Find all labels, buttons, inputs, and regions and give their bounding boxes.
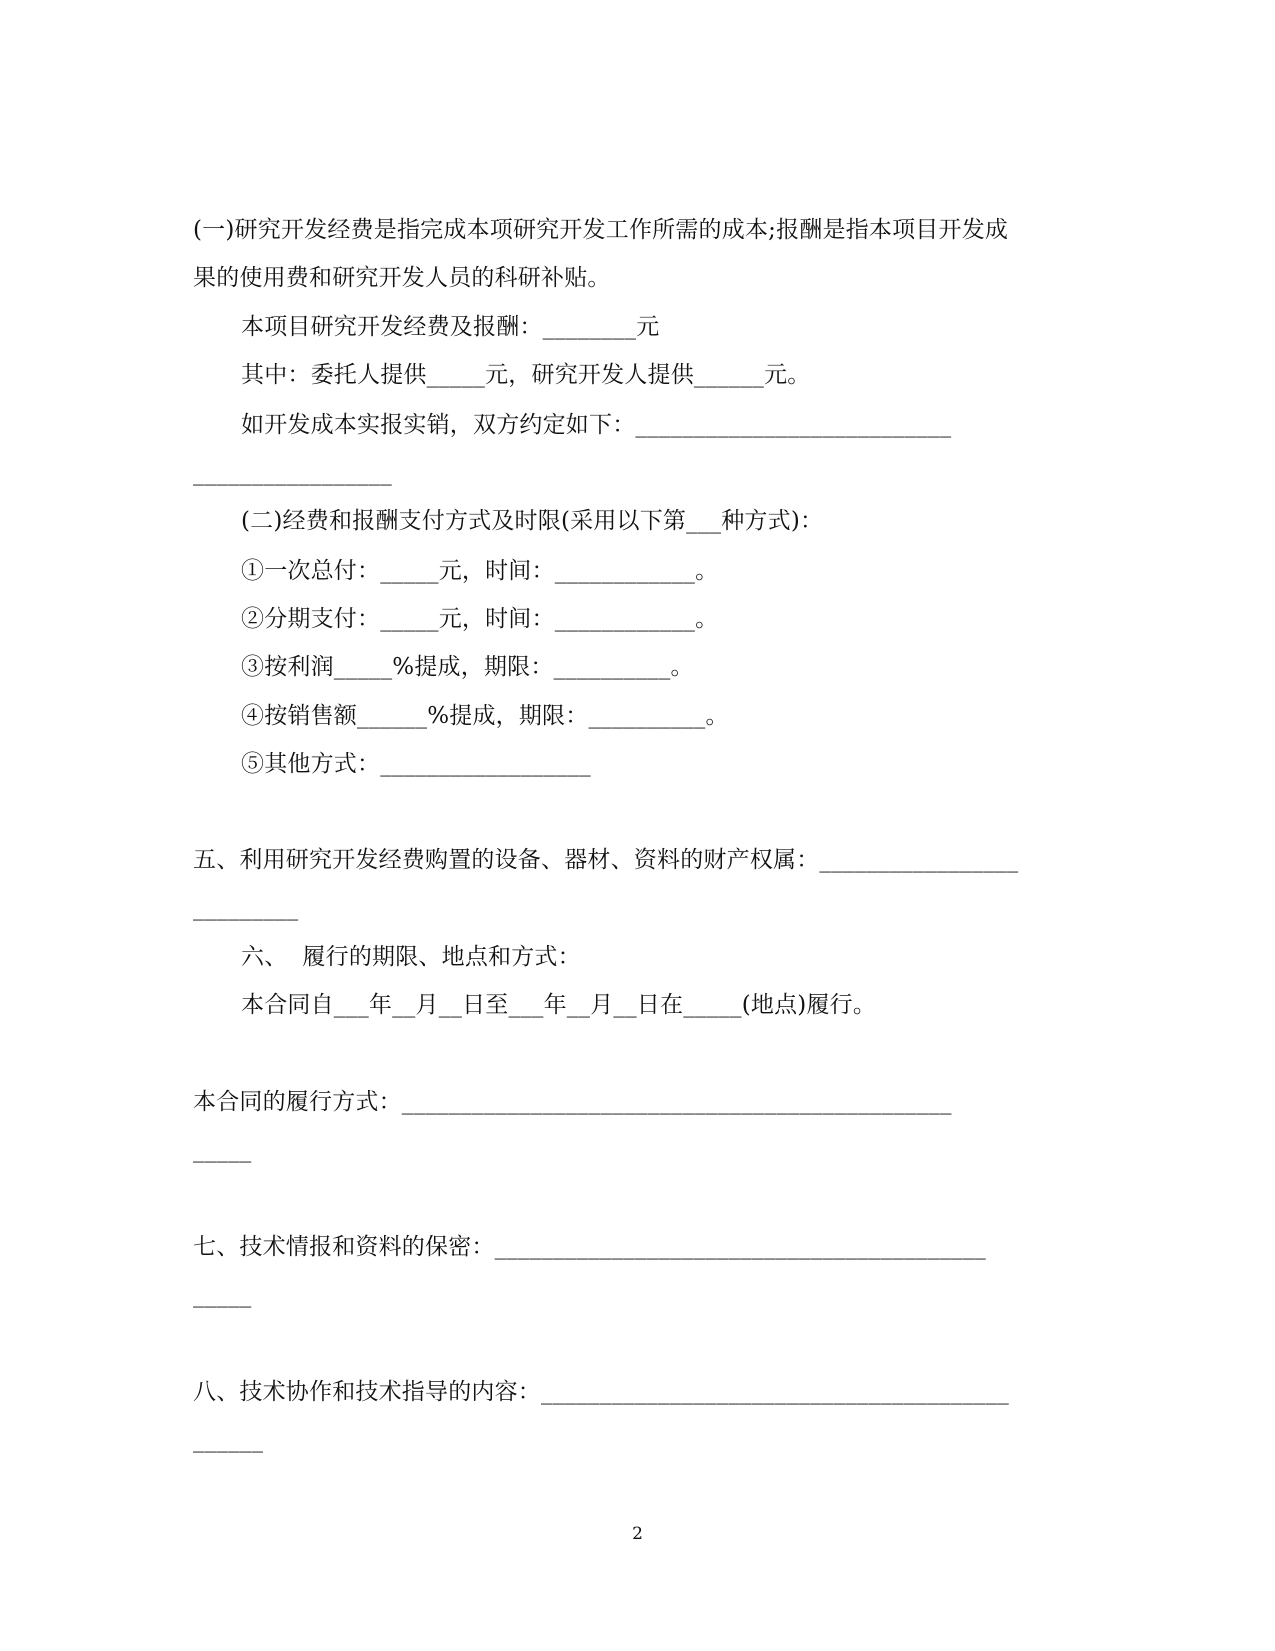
payment-option-4: ④按销售额______%提成，期限：__________。	[241, 703, 729, 729]
section-8-line: 八、技术协作和技术指导的内容：________________________________________	[193, 1379, 1009, 1405]
performance-method-continuation: _____	[193, 1137, 252, 1163]
total-fee-line: 本项目研究开发经费及报酬：________元	[241, 314, 660, 340]
section-4-1-line-1: (一)研究开发经费是指完成本项研究开发工作所需的成本;报酬是指本项目开发成	[193, 217, 1009, 243]
section-7-line: 七、技术情报和资料的保密：__________________________________________	[193, 1234, 986, 1260]
section-4-1-line-2: 果的使用费和研究开发人员的科研补贴。	[193, 265, 611, 291]
section-7-continuation: _____	[193, 1282, 252, 1308]
actual-cost-line: 如开发成本实报实销，双方约定如下：___________________________	[241, 412, 952, 438]
page-number: 2	[632, 1524, 643, 1544]
payment-option-2: ②分期支付：_____元，时间：____________。	[241, 606, 719, 632]
performance-method-line: 本合同的履行方式：_______________________________________________	[193, 1089, 952, 1115]
section-5-continuation: _________	[193, 895, 299, 921]
section-5-line: 五、利用研究开发经费购置的设备、器材、资料的财产权属：_________________	[193, 847, 1019, 873]
performance-period-line: 本合同自___年__月__日至___年__月__日在_____(地点)履行。	[241, 992, 877, 1018]
payment-option-5: ⑤其他方式：__________________	[241, 751, 591, 777]
section-4-2-heading: (二)经费和报酬支付方式及时限(采用以下第___种方式)：	[241, 508, 824, 534]
section-8-continuation: ______	[193, 1427, 264, 1453]
payment-option-3: ③按利润_____%提成，期限：__________。	[241, 654, 694, 680]
actual-cost-continuation: _________________	[193, 460, 392, 486]
section-6-heading: 六、 履行的期限、地点和方式：	[241, 944, 581, 970]
payment-option-1: ①一次总付：_____元，时间：____________。	[241, 558, 719, 584]
fee-split-line: 其中：委托人提供_____元，研究开发人提供______元。	[241, 362, 811, 388]
